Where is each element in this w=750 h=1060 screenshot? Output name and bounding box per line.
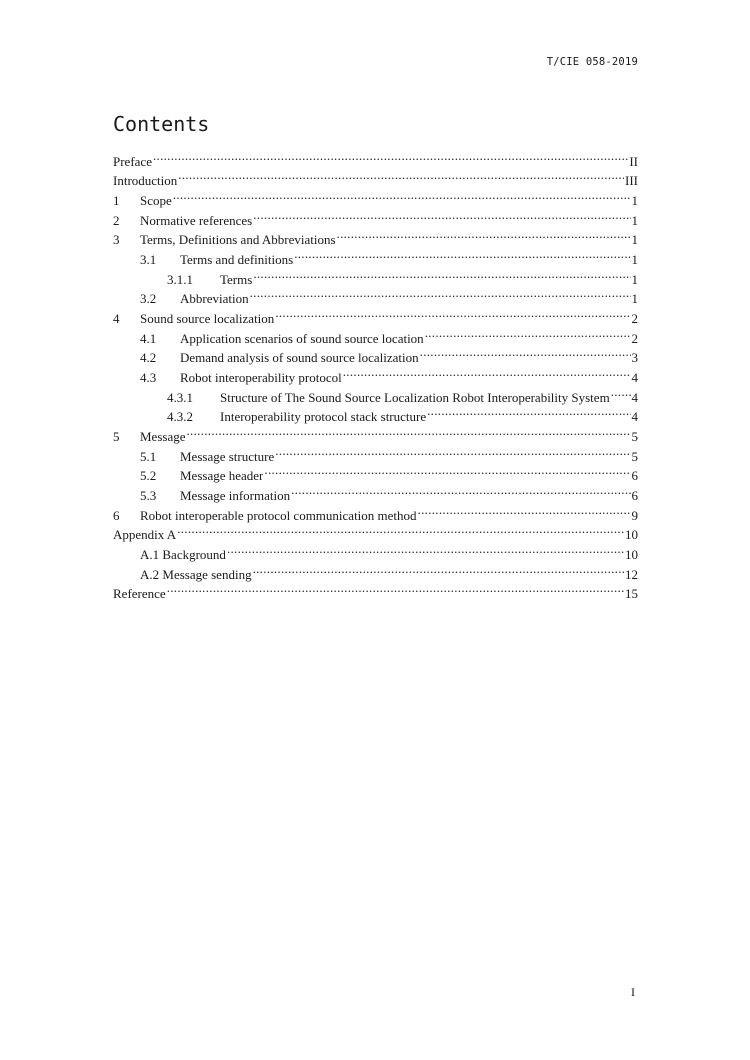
toc-entry-page: 3 (631, 350, 638, 366)
toc-entry-number: 3.2 (140, 291, 157, 307)
toc-entry-number: 3.1 (140, 252, 157, 268)
toc-entry-label: Demand analysis of sound source localization (180, 350, 419, 366)
toc-entry-label: Reference (113, 586, 166, 602)
toc-entry-page: 4 (631, 409, 638, 425)
toc-entry-number: 5.1 (140, 448, 157, 464)
toc-entry-page: 10 (625, 527, 638, 543)
toc-entry-page: 1 (631, 232, 638, 248)
toc-entry-number: 5.3 (140, 488, 157, 504)
toc-entry-page: 1 (631, 291, 638, 307)
toc-entry-number: 2 (113, 212, 120, 228)
toc-entry-label: Robot interoperable protocol communication method (140, 507, 417, 523)
table-of-contents (113, 146, 638, 602)
toc-entry-page: 2 (631, 330, 638, 346)
dot-leader (611, 382, 631, 402)
toc-entry-page: 4 (631, 389, 638, 405)
dot-leader (420, 343, 631, 363)
toc-entry-number: 6 (113, 507, 120, 523)
dot-leader (253, 559, 624, 579)
toc-entry-page: 1 (631, 193, 638, 209)
toc-entry[interactable] (113, 579, 638, 602)
toc-entry-number: 4.3.1 (167, 389, 193, 405)
toc-entry-label: Appendix A (113, 527, 177, 543)
toc-entry[interactable] (113, 205, 638, 228)
toc-entry-number: 3 (113, 232, 120, 248)
dot-leader (291, 480, 630, 500)
toc-entry-label: Message structure (180, 448, 275, 464)
document-code: T/CIE 058-2019 (546, 56, 638, 68)
toc-entry-label: Terms and definitions (180, 252, 294, 268)
toc-entry-label: A.1 Background (140, 547, 226, 563)
toc-entry[interactable] (113, 441, 638, 464)
toc-entry-page: II (629, 153, 638, 169)
dot-leader (178, 166, 624, 186)
dot-leader (264, 461, 630, 481)
dot-leader (167, 579, 624, 599)
toc-entry-label: Terms, Definitions and Abbreviations (140, 232, 336, 248)
toc-entry-page: 1 (631, 252, 638, 268)
dot-leader (427, 402, 630, 422)
toc-entry-page: 12 (625, 566, 638, 582)
toc-entry-page: 1 (631, 271, 638, 287)
toc-entry-page: 10 (625, 547, 638, 563)
toc-entry[interactable] (113, 146, 638, 169)
toc-entry-page: 4 (631, 370, 638, 386)
toc-entry-number: 5 (113, 429, 120, 445)
toc-entry-label: Structure of The Sound Source Localization Robot Interoperability System (220, 389, 610, 405)
dot-leader (153, 146, 628, 166)
page-number: I (631, 985, 635, 999)
toc-entry-page: 5 (631, 429, 638, 445)
toc-entry-number: 4.3 (140, 370, 157, 386)
toc-entry[interactable] (113, 539, 638, 563)
dot-leader (275, 303, 630, 323)
dot-leader (253, 205, 630, 225)
dot-leader (294, 244, 630, 264)
page-title: Contents (113, 112, 210, 136)
toc-entry-label: Robot interoperability protocol (180, 370, 342, 386)
toc-entry[interactable] (113, 185, 638, 209)
toc-entry-page: 2 (631, 311, 638, 327)
dot-leader (343, 362, 631, 382)
toc-entry-page: 1 (631, 212, 638, 228)
toc-entry-page: 15 (625, 586, 638, 602)
toc-entry-label: Message (140, 429, 186, 445)
dot-leader (187, 421, 631, 441)
toc-entry-label: Sound source localization (140, 311, 275, 327)
toc-entry-number: 5.2 (140, 468, 157, 484)
dot-leader (253, 264, 630, 284)
toc-entry-number: 4.1 (140, 330, 157, 346)
toc-entry[interactable] (113, 166, 638, 189)
dot-leader (227, 539, 624, 559)
toc-entry-label: Normative references (140, 212, 253, 228)
toc-entry-label: Scope (140, 193, 172, 209)
toc-entry-page: 6 (631, 468, 638, 484)
toc-entry[interactable] (113, 421, 638, 445)
toc-entry-number: 4.3.2 (167, 409, 193, 425)
dot-leader (250, 284, 631, 304)
toc-entry-label: Application scenarios of sound source location (180, 330, 424, 346)
toc-entry-label: Preface (113, 153, 152, 169)
toc-entry-label: A.2 Message sending (140, 566, 252, 582)
toc-entry-page: III (625, 173, 638, 189)
toc-entry[interactable] (113, 520, 638, 543)
toc-entry-label: Abbreviation (180, 291, 249, 307)
toc-entry-page: 6 (631, 488, 638, 504)
toc-entry-number: 4 (113, 311, 120, 327)
dot-leader (177, 520, 624, 540)
toc-entry-label: Message information (180, 488, 291, 504)
dot-leader (425, 323, 631, 343)
toc-entry-number: 1 (113, 193, 120, 209)
toc-entry-label: Introduction (113, 173, 178, 189)
toc-entry-number: 4.2 (140, 350, 157, 366)
toc-entry-number: 3.1.1 (167, 271, 193, 287)
dot-leader (275, 441, 630, 461)
toc-entry-label: Interoperability protocol stack structure (220, 409, 427, 425)
dot-leader (173, 185, 631, 205)
toc-entry-page: 5 (631, 448, 638, 464)
dot-leader (418, 500, 631, 520)
toc-entry-label: Terms (220, 271, 253, 287)
toc-entry-label: Message header (180, 468, 264, 484)
dot-leader (337, 225, 631, 245)
toc-entry-page: 9 (631, 507, 638, 523)
